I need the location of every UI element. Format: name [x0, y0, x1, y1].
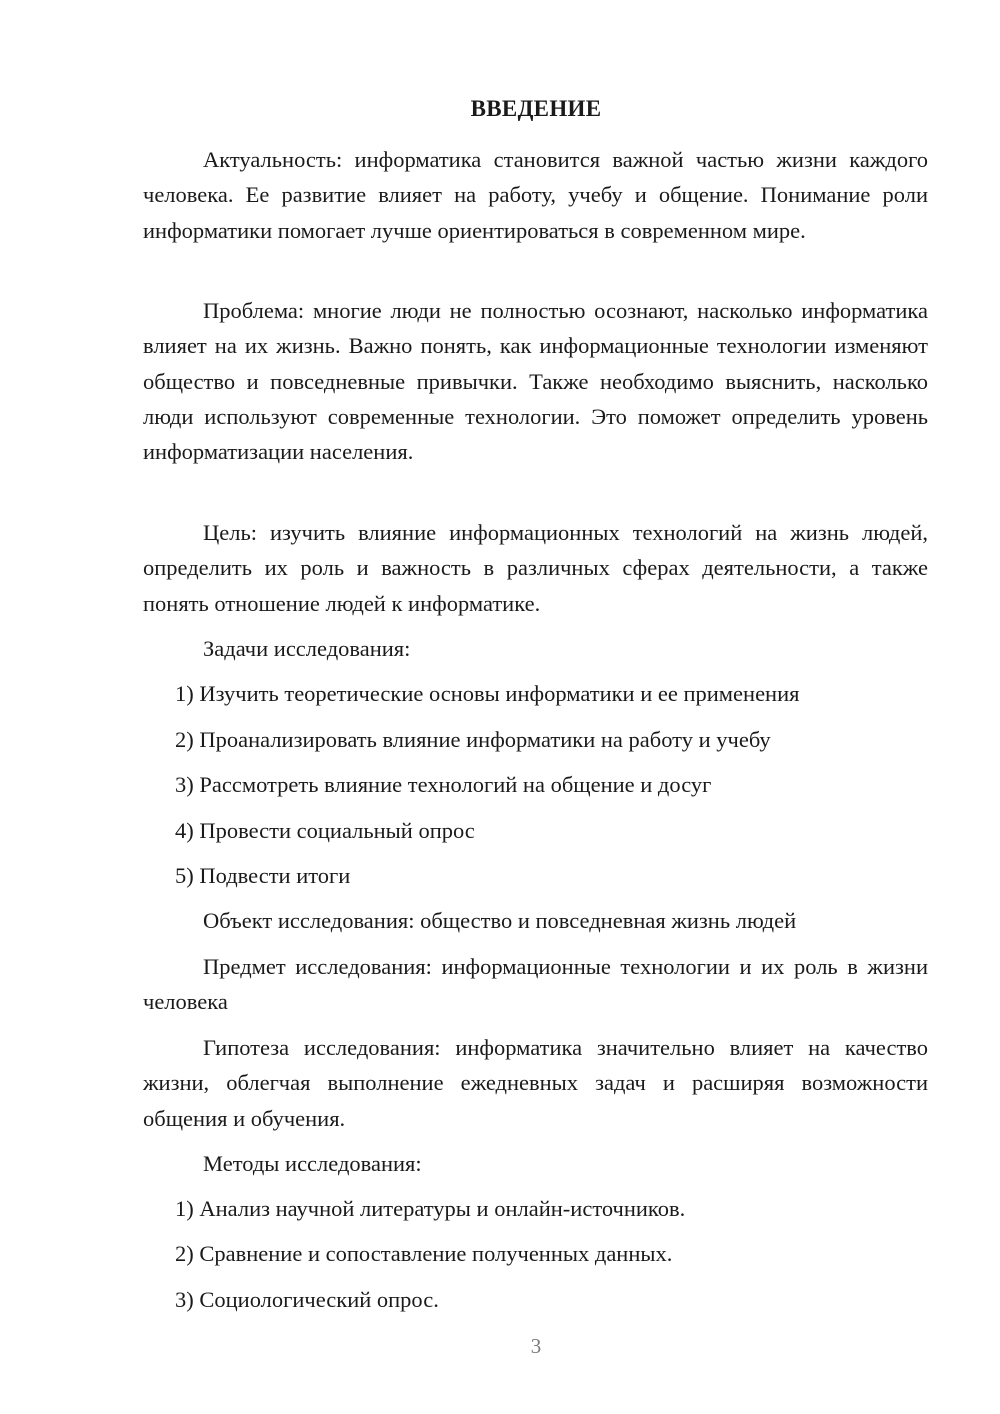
problem-paragraph: Проблема: многие люди не полностью осознают, насколько информатика влияет на их жизнь. Важно понять, как информационные технологии изменяют общество и повседневные привычки. Также необходимо выяснить, насколько люди используют современные технологии. Это поможет определить уровень информатизации населения.: [143, 298, 928, 465]
page-title: ВВЕДЕНИЕ: [470, 96, 602, 121]
subject-paragraph: Предмет исследования: информационные технологии и их роль в жизни человека: [143, 954, 928, 1015]
method-item: 2) Сравнение и сопоставление полученных данных.: [175, 1241, 673, 1266]
task-item: 1) Изучить теоретические основы информатики и ее применения: [175, 681, 800, 706]
task-item: 5) Подвести итоги: [175, 863, 351, 888]
object-paragraph: Объект исследования: общество и повседневная жизнь людей: [203, 908, 797, 933]
task-item: 2) Проанализировать влияние информатики на работу и учебу: [175, 727, 771, 752]
methods-heading: Методы исследования:: [203, 1151, 422, 1176]
tasks-heading: Задачи исследования:: [203, 636, 411, 661]
task-item: 4) Провести социальный опрос: [175, 818, 475, 843]
page-number: 3: [530, 1334, 542, 1358]
relevance-paragraph: Актуальность: информатика становится важной частью жизни каждого человека. Ее развитие влияет на работу, учебу и общение. Понимание роли информатики помогает лучше ориентироваться в современном мире.: [143, 147, 928, 243]
hypothesis-paragraph: Гипотеза исследования: информатика значительно влияет на качество жизни, облегчая выполнение ежедневных задач и расширяя возможности общения и обучения.: [143, 1035, 928, 1131]
goal-paragraph: Цель: изучить влияние информационных технологий на жизнь людей, определить их роль и важность в различных сферах деятельности, а также понять отношение людей к информатике.: [143, 520, 928, 616]
method-item: 3) Социологический опрос.: [175, 1287, 439, 1312]
method-item: 1) Анализ научной литературы и онлайн-источников.: [175, 1196, 686, 1221]
task-item: 3) Рассмотреть влияние технологий на общение и досуг: [175, 772, 712, 797]
